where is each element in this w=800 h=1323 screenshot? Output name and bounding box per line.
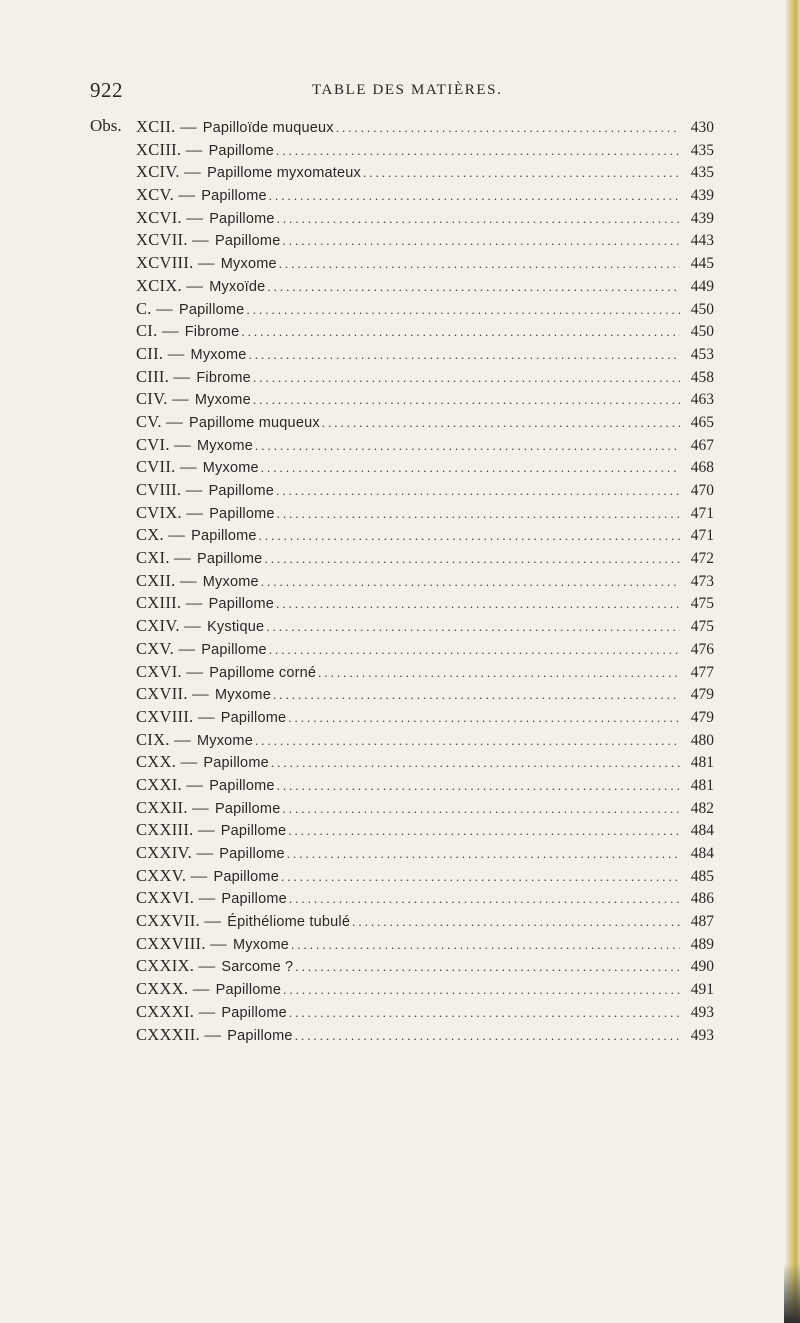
toc-entry <box>136 207 714 230</box>
entry-number: XCIII. — <box>136 139 203 159</box>
entry-title: Papillome myxomateux <box>207 165 361 182</box>
toc-entry <box>136 298 714 321</box>
entry-number: CXVI. — <box>136 661 204 681</box>
dot-leader <box>253 389 680 412</box>
entry-page-number: 472 <box>690 550 714 568</box>
entry-title: Papillome <box>203 755 269 772</box>
entry-number: CIV. — <box>136 389 189 409</box>
entry-number: CXXVI. — <box>136 888 216 908</box>
dot-leader <box>261 457 680 480</box>
entry-page-number: 450 <box>690 323 714 341</box>
entry-number: CVIII. — <box>136 480 203 499</box>
entry-title: Myxome <box>233 936 289 953</box>
entry-number: XCV. — <box>136 185 196 205</box>
entry-title: Papillome <box>214 233 281 250</box>
entry-page-number: 467 <box>690 436 714 454</box>
entry-page-number: 458 <box>690 368 714 386</box>
entry-page-number: 479 <box>690 686 714 704</box>
dot-leader <box>277 503 680 526</box>
entry-number: CVIX. — <box>136 502 204 522</box>
entry-page-number: 493 <box>690 1026 714 1044</box>
entry-page-number: 490 <box>690 958 714 976</box>
entry-title: Sarcome ? <box>221 959 294 976</box>
dot-leader <box>249 344 680 367</box>
toc-entry <box>136 547 714 570</box>
toc-entry <box>136 797 714 820</box>
dot-leader <box>271 752 680 775</box>
entry-page-number: 445 <box>690 255 714 273</box>
entry-number: CVI. — <box>136 434 191 454</box>
entry-title: Papillome <box>220 823 287 840</box>
entry-page-number: 475 <box>690 618 714 636</box>
entry-page-number: 471 <box>690 527 714 545</box>
entry-title: Myxome <box>202 460 259 477</box>
dot-leader <box>267 276 680 299</box>
entry-title: Fibrome <box>196 369 251 386</box>
toc-entry <box>136 955 714 978</box>
entry-number: CXVII. — <box>136 684 209 704</box>
dot-leader <box>264 548 680 571</box>
toc-entry <box>136 910 714 933</box>
toc-entry <box>136 683 714 706</box>
dot-leader <box>352 911 680 934</box>
entry-title: Papillome <box>227 1027 293 1044</box>
toc-entry <box>136 252 714 275</box>
entry-number: CXV. — <box>136 638 196 658</box>
entry-number: XCVI. — <box>136 207 204 227</box>
entry-title: Papillome <box>208 483 275 499</box>
entry-title: Myxome <box>190 346 247 363</box>
entry-title: Myxome <box>194 392 251 409</box>
dot-leader <box>266 616 680 639</box>
entry-page-number: 484 <box>690 845 714 862</box>
entry-number: CXXXI. — <box>136 1001 216 1021</box>
dot-leader <box>269 185 680 208</box>
entry-page-number: 485 <box>690 867 714 885</box>
entry-title: Papillome <box>196 551 263 568</box>
toc-entry <box>136 161 714 184</box>
entry-page-number: 439 <box>690 209 714 227</box>
entry-page-number: 465 <box>690 413 714 431</box>
entry-title: Papillome muqueux <box>189 414 320 431</box>
entry-number: CXXIX. — <box>136 956 216 976</box>
entry-number: CXVIII. — <box>136 706 215 726</box>
toc-entry <box>136 479 714 502</box>
toc-entry <box>136 1001 714 1024</box>
entry-number: CX. — <box>136 525 186 545</box>
dot-leader <box>295 1025 680 1048</box>
entry-title: Papilloïde muqueux <box>202 120 334 136</box>
entry-page-number: 463 <box>690 391 714 409</box>
entry-page-number: 480 <box>690 731 714 749</box>
entry-number: CXXIII. — <box>136 820 215 840</box>
entry-number: CII. — <box>136 343 185 363</box>
toc-entry <box>136 933 714 956</box>
entry-page-number: 479 <box>690 708 714 726</box>
dot-leader <box>281 866 680 889</box>
dot-leader <box>288 820 680 843</box>
dot-leader <box>259 525 680 548</box>
entry-title: Papillome <box>191 528 257 545</box>
entry-page-number: 450 <box>690 300 714 318</box>
entry-page-number: 484 <box>690 822 714 840</box>
entry-number: CIII. — <box>136 366 191 386</box>
entry-title: Papillome <box>220 709 287 726</box>
entry-title: Papillome corné <box>209 664 317 681</box>
entry-title: Papillome <box>201 641 267 658</box>
dot-leader <box>283 979 680 1002</box>
entry-title: Papillome <box>221 891 287 908</box>
dot-leader <box>291 934 680 957</box>
toc-entry <box>136 887 714 910</box>
dot-leader <box>255 435 680 458</box>
entry-page-number: 487 <box>690 913 714 931</box>
dot-leader <box>289 888 680 911</box>
toc-entry <box>136 275 714 298</box>
entry-number: CXII. — <box>136 570 197 590</box>
entry-page-number: 476 <box>690 640 714 658</box>
entry-title: Papillome <box>201 188 267 205</box>
dot-leader <box>295 956 680 979</box>
dot-leader <box>336 117 680 140</box>
table-of-contents <box>136 116 714 1046</box>
toc-entry <box>136 751 714 774</box>
entry-page-number: 471 <box>690 504 714 522</box>
entry-number: CXXVIII. — <box>136 933 227 953</box>
toc-entry <box>136 706 714 729</box>
entry-number: CXX. — <box>136 752 198 772</box>
entry-number: XCII. — <box>136 117 197 136</box>
toc-entry <box>136 729 714 752</box>
dot-leader <box>277 775 680 798</box>
toc-entry <box>136 184 714 207</box>
dot-leader <box>363 162 680 185</box>
entry-page-number: 481 <box>690 776 714 794</box>
toc-entry <box>136 456 714 479</box>
entry-title: Papillome <box>214 800 281 817</box>
entry-title: Papillome <box>178 301 245 318</box>
entry-page-number: 482 <box>690 799 714 817</box>
entry-number: CXIII. — <box>136 593 203 613</box>
entry-number: XCIX. — <box>136 275 204 295</box>
entry-title: Fibrome <box>184 324 240 341</box>
dot-leader <box>273 684 680 707</box>
entry-page-number: 443 <box>690 232 714 250</box>
entry-title: Papillome <box>208 596 275 613</box>
dot-leader <box>276 593 680 616</box>
entry-title: Papillome <box>215 982 282 999</box>
entry-page-number: 475 <box>690 595 714 613</box>
entry-number: C. — <box>136 298 173 318</box>
entry-title: Myxome <box>220 256 277 273</box>
entry-page-number: 489 <box>690 935 714 953</box>
toc-entry <box>136 502 714 525</box>
dot-leader <box>289 1002 680 1025</box>
dot-leader <box>288 707 680 730</box>
toc-entry <box>136 116 714 139</box>
entry-title: Myxome <box>202 573 259 590</box>
toc-entry <box>136 638 714 661</box>
entry-number: CXXII. — <box>136 797 209 817</box>
entry-number: CXXXII. — <box>136 1024 222 1044</box>
entry-number: XCVIII. — <box>136 253 215 273</box>
entry-page-number: 439 <box>690 187 714 205</box>
page-edge <box>786 0 800 1323</box>
entry-page-number: 493 <box>690 1003 714 1021</box>
toc-entry <box>136 592 714 615</box>
toc-entry <box>136 388 714 411</box>
dot-leader <box>253 367 680 390</box>
dot-leader <box>246 299 680 322</box>
entry-page-number: 468 <box>690 459 714 477</box>
toc-entry <box>136 661 714 684</box>
entry-page-number: 486 <box>690 890 714 908</box>
entry-number: CIX. — <box>136 729 191 749</box>
dot-leader <box>277 208 680 231</box>
toc-entry <box>136 978 714 1001</box>
toc-entry <box>136 320 714 343</box>
toc-entry <box>136 434 714 457</box>
dot-leader <box>279 253 680 276</box>
entry-number: CVII. — <box>136 457 197 477</box>
toc-entry <box>136 842 714 865</box>
toc-entry <box>136 411 714 434</box>
entry-number: XCIV. — <box>136 162 202 182</box>
entry-page-number: 449 <box>690 277 714 295</box>
entry-page-number: 491 <box>690 981 714 999</box>
entry-number: CXXI. — <box>136 774 204 794</box>
toc-entry <box>136 524 714 547</box>
entry-title: Papillome <box>209 777 275 794</box>
page-number: 922 <box>90 78 123 102</box>
toc-entry <box>136 615 714 638</box>
toc-entry <box>136 139 714 162</box>
entry-page-number: 453 <box>690 345 714 363</box>
dot-leader <box>282 798 680 821</box>
entry-title: Kystique <box>207 619 265 636</box>
obs-label: Obs. <box>90 116 122 135</box>
toc-entry <box>136 229 714 252</box>
dot-leader <box>318 662 680 685</box>
dot-leader <box>269 639 680 662</box>
entry-title: Papillome <box>209 210 275 227</box>
entry-title: Myxoïde <box>209 278 266 295</box>
entry-number: CXIV. — <box>136 616 202 636</box>
dot-leader <box>255 730 680 753</box>
toc-entry <box>136 1024 714 1047</box>
toc-entry <box>136 819 714 842</box>
dot-leader <box>241 321 680 344</box>
entry-title: Papillome <box>209 505 275 522</box>
entry-page-number: 473 <box>690 572 714 590</box>
entry-page-number: 481 <box>690 754 714 772</box>
entry-title: Myxome <box>214 687 271 704</box>
entry-number: CV. — <box>136 411 184 431</box>
dot-leader <box>261 571 680 594</box>
dot-leader <box>322 412 680 435</box>
entry-page-number: 435 <box>690 164 714 182</box>
entry-title: Myxome <box>196 437 253 454</box>
toc-entry <box>136 343 714 366</box>
entry-number: CXI. — <box>136 548 191 568</box>
entry-title: Papillome <box>221 1004 287 1021</box>
toc-entry <box>136 774 714 797</box>
running-title: TABLE DES MATIÈRES. <box>312 82 503 98</box>
dot-leader <box>276 140 680 163</box>
entry-number: CXXIV. — <box>136 843 214 862</box>
entry-page-number: 477 <box>690 663 714 681</box>
entry-number: CXXV. — <box>136 865 208 885</box>
dot-leader <box>276 480 680 503</box>
entry-page-number: 430 <box>690 119 714 136</box>
entry-title: Papillome <box>219 846 285 862</box>
entry-number: CXXVII. — <box>136 911 222 931</box>
entry-title: Papillome <box>213 868 279 885</box>
entry-page-number: 470 <box>690 482 714 499</box>
toc-entry <box>136 570 714 593</box>
toc-entry <box>136 865 714 888</box>
entry-page-number: 435 <box>690 141 714 159</box>
entry-title: Myxome <box>196 732 253 749</box>
entry-title: Épithéliome tubulé <box>227 914 351 931</box>
dot-leader <box>282 230 680 253</box>
entry-number: XCVII. — <box>136 230 209 250</box>
dot-leader <box>287 843 680 866</box>
page-header <box>90 78 730 102</box>
page-edge-shadow <box>784 1263 800 1323</box>
entry-number: CI. — <box>136 321 179 341</box>
toc-entry <box>136 366 714 389</box>
entry-number: CXXX. — <box>136 979 210 999</box>
entry-title: Papillome <box>208 142 275 159</box>
